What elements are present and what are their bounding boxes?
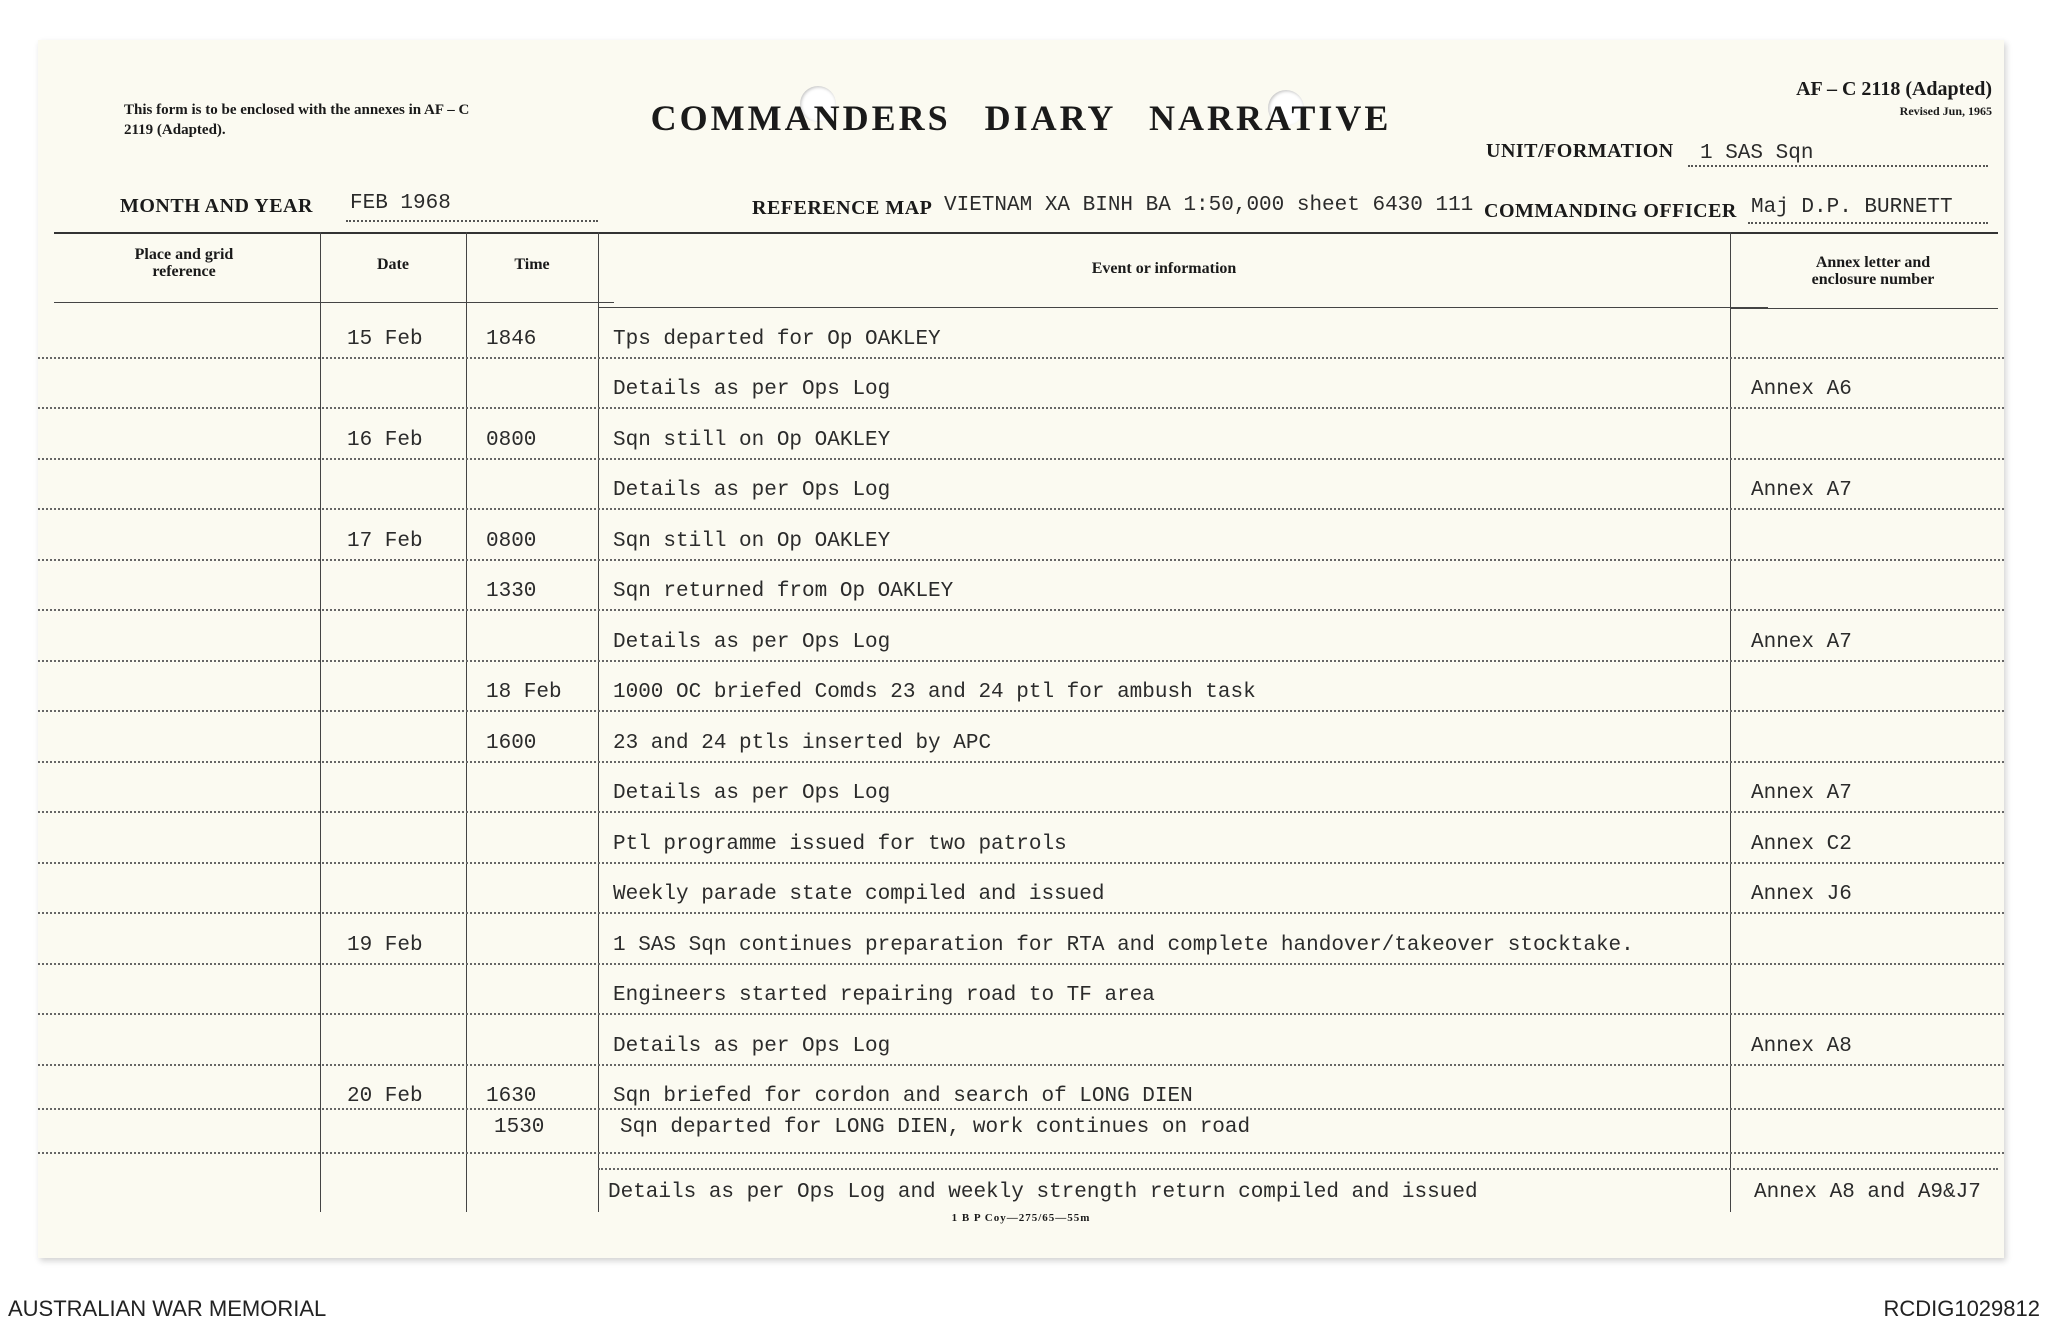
table-row xyxy=(38,561,2004,612)
form-title: COMMANDERS DIARY NARRATIVE xyxy=(650,98,1392,138)
reference-map-label: REFERENCE MAP xyxy=(752,197,933,219)
entry-event: Details as per Ops Log and weekly strength return compiled and issued xyxy=(608,1180,1478,1204)
entry-time: 1330 xyxy=(486,580,537,603)
entry-time: 0800 xyxy=(486,529,537,553)
month-year-value: FEB 1968 xyxy=(350,192,451,215)
entry-event: 23 and 24 ptls inserted by APC xyxy=(613,731,992,755)
entry-time: 1600 xyxy=(486,731,537,755)
entry-annex: Annex J6 xyxy=(1751,883,1852,906)
table-row xyxy=(38,460,2004,511)
table-row xyxy=(38,712,2004,763)
entry-event: Details as per Ops Log xyxy=(613,1034,891,1058)
table-row xyxy=(38,813,2004,864)
revision-date: Revised Jun, 1965 xyxy=(1899,104,1992,118)
entry-event: Sqn still on Op OAKLEY xyxy=(613,529,891,553)
unit-formation-value: 1 SAS Sqn xyxy=(1700,142,1814,165)
unit-formation-label: UNIT/FORMATION xyxy=(1486,140,1674,162)
table-row xyxy=(38,1154,2004,1206)
header-bottom-rule-left xyxy=(54,302,614,303)
table-row xyxy=(38,1066,2004,1110)
entry-annex: Annex A7 xyxy=(1751,782,1852,805)
entry-time: 18 Feb xyxy=(486,681,562,704)
entry-annex: Annex A7 xyxy=(1751,479,1852,502)
table-row xyxy=(38,308,2004,359)
table-row xyxy=(38,763,2004,814)
commanding-officer-line xyxy=(1748,222,1988,224)
commanding-officer-label: COMMANDING OFFICER xyxy=(1484,200,1737,222)
table-row xyxy=(38,510,2004,561)
unit-formation-line xyxy=(1688,165,1988,167)
col-header-place: Place and grid reference xyxy=(134,246,234,280)
entry-time: 1530 xyxy=(494,1115,545,1139)
entry-annex: Annex A7 xyxy=(1751,630,1852,654)
entry-date: 19 Feb xyxy=(347,933,423,957)
table-row xyxy=(38,864,2004,915)
entry-event: Details as per Ops Log xyxy=(613,782,891,805)
table-row xyxy=(38,409,2004,460)
reference-map-value: VIETNAM XA BINH BA 1:50,000 sheet 6430 111 xyxy=(944,194,1474,217)
entry-date: 15 Feb xyxy=(347,327,423,351)
entry-event: Sqn still on Op OAKLEY xyxy=(613,428,891,452)
entry-event: Ptl programme issued for two patrols xyxy=(613,832,1067,856)
entry-event: Sqn briefed for cordon and search of LONG DIEN xyxy=(613,1084,1193,1108)
diary-form-sheet xyxy=(38,40,2004,1258)
entry-event: Tps departed for Op OAKLEY xyxy=(613,327,941,351)
entry-annex: Annex A8 and A9&J7 xyxy=(1754,1180,1981,1204)
col-header-date: Date xyxy=(377,256,409,273)
table-row xyxy=(38,611,2004,662)
entry-event: Details as per Ops Log xyxy=(613,479,891,502)
entry-annex: Annex A8 xyxy=(1751,1034,1852,1058)
table-row xyxy=(38,1110,2004,1154)
entry-event: Sqn returned from Op OAKLEY xyxy=(613,580,954,603)
entry-event: 1 SAS Sqn continues preparation for RTA and complete handover/takeover stocktake. xyxy=(613,933,1634,957)
entry-event: Weekly parade state compiled and issued xyxy=(613,883,1105,906)
col-header-event: Event or information xyxy=(1091,260,1237,277)
entry-time: 1630 xyxy=(486,1084,537,1108)
entry-event: 1000 OC briefed Comds 23 and 24 ptl for ambush task xyxy=(613,681,1256,704)
table-row xyxy=(38,965,2004,1016)
entry-event: Details as per Ops Log xyxy=(613,630,891,654)
col-header-annex: Annex letter and enclosure number xyxy=(1811,254,1935,288)
month-year-label: MONTH AND YEAR xyxy=(120,195,313,217)
row-rule xyxy=(598,1168,1998,1170)
col-header-time: Time xyxy=(514,256,550,273)
commanding-officer-value: Maj D.P. BURNETT xyxy=(1751,196,1953,219)
entry-event: Sqn departed for LONG DIEN, work continues on road xyxy=(620,1115,1251,1139)
table-top-rule xyxy=(54,232,1998,234)
month-year-line xyxy=(346,220,598,222)
printer-imprint: 1 B P Coy—275/65—55m xyxy=(951,1212,1091,1224)
entry-event: Details as per Ops Log xyxy=(613,378,891,401)
entry-annex: Annex A6 xyxy=(1751,378,1852,401)
entry-time: 1846 xyxy=(486,327,537,351)
table-row xyxy=(38,662,2004,713)
table-row xyxy=(38,359,2004,410)
enclosure-note: This form is to be enclosed with the annexes in AF – C 2119 (Adapted). xyxy=(124,102,470,138)
entry-date: 17 Feb xyxy=(347,529,423,553)
table-row xyxy=(38,1015,2004,1066)
form-number: AF – C 2118 (Adapted) xyxy=(1796,78,1992,100)
footer-record-id: RCDIG1029812 xyxy=(1883,1296,2040,1321)
entry-event: Engineers started repairing road to TF area xyxy=(613,984,1155,1007)
entry-annex: Annex C2 xyxy=(1751,832,1852,856)
footer-archive-name: AUSTRALIAN WAR MEMORIAL xyxy=(8,1296,327,1321)
entry-date: 20 Feb xyxy=(347,1084,423,1108)
table-row xyxy=(38,914,2004,965)
entry-date: 16 Feb xyxy=(347,428,423,452)
entry-time: 0800 xyxy=(486,428,537,452)
